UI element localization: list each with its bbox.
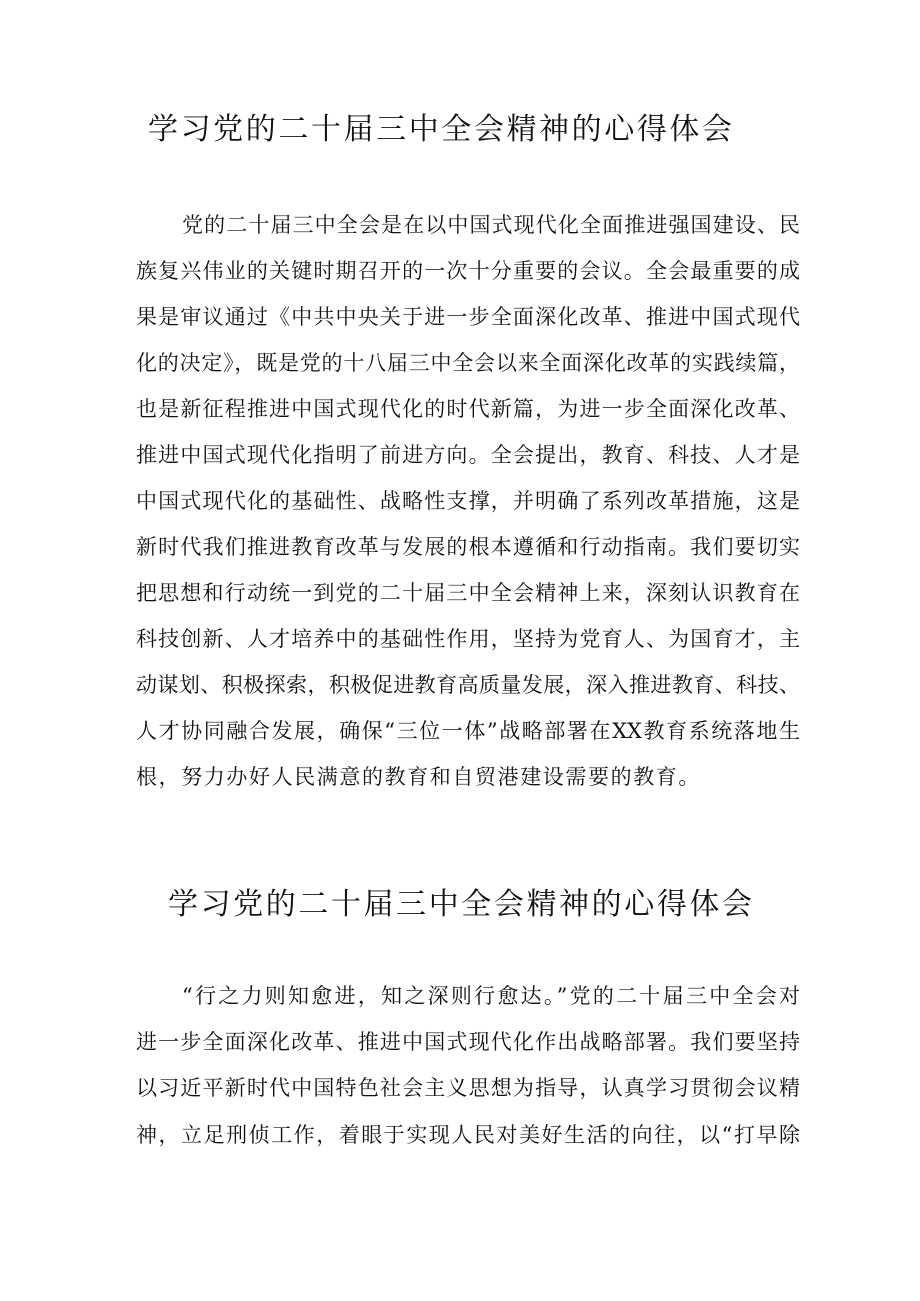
paragraph-line: 人才协同融合发展，确保“三位一体”战略部署在XX教育系统落地生 (136, 719, 800, 743)
paragraph-line: 把思想和行动统一到党的二十届三中全会精神上来，深刻认识教育在 (136, 581, 800, 605)
paragraph-line: 推进中国式现代化指明了前进方向。全会提出，教育、科技、人才是 (136, 443, 800, 467)
paragraph-line: 科技创新、人才培养中的基础性作用，坚持为党育人、为国育才，主 (136, 627, 800, 651)
paragraph-line: “行之力则知愈进，知之深则行愈达。”党的二十届三中全会对 (182, 984, 800, 1008)
paragraph-line: 党的二十届三中全会是在以中国式现代化全面推进强国建设、民 (182, 213, 800, 237)
paragraph-line: 中国式现代化的基础性、战略性支撑，并明确了系列改革措施，这是 (136, 489, 800, 513)
section-2-title: 学习党的二十届三中全会精神的心得体会 (168, 887, 752, 922)
paragraph-line: 也是新征程推进中国式现代化的时代新篇，为进一步全面深化改革、 (136, 397, 800, 421)
paragraph-line: 族复兴伟业的关键时期召开的一次十分重要的会议。全会最重要的成 (136, 259, 800, 283)
paragraph-line: 进一步全面深化改革、推进中国式现代化作出战略部署。我们要坚持 (136, 1030, 800, 1054)
section-1-title: 学习党的二十届三中全会精神的心得体会 (148, 112, 732, 147)
paragraph-line: 果是审议通过《中共中央关于进一步全面深化改革、推进中国式现代 (136, 305, 800, 329)
paragraph-line: 新时代我们推进教育改革与发展的根本遵循和行动指南。我们要切实 (136, 535, 800, 559)
paragraph-line: 化的决定》，既是党的十八届三中全会以来全面深化改革的实践续篇， (136, 351, 800, 375)
paragraph-line: 动谋划、积极探索，积极促进教育高质量发展，深入推进教育、科技、 (136, 673, 800, 697)
paragraph-line: 以习近平新时代中国特色社会主义思想为指导，认真学习贯彻会议精 (136, 1076, 800, 1100)
paragraph-line: 神，立足刑侦工作，着眼于实现人民对美好生活的向往，以“打早除 (136, 1123, 800, 1147)
paragraph-line: 根，努力办好人民满意的教育和自贸港建设需要的教育。 (136, 765, 701, 789)
